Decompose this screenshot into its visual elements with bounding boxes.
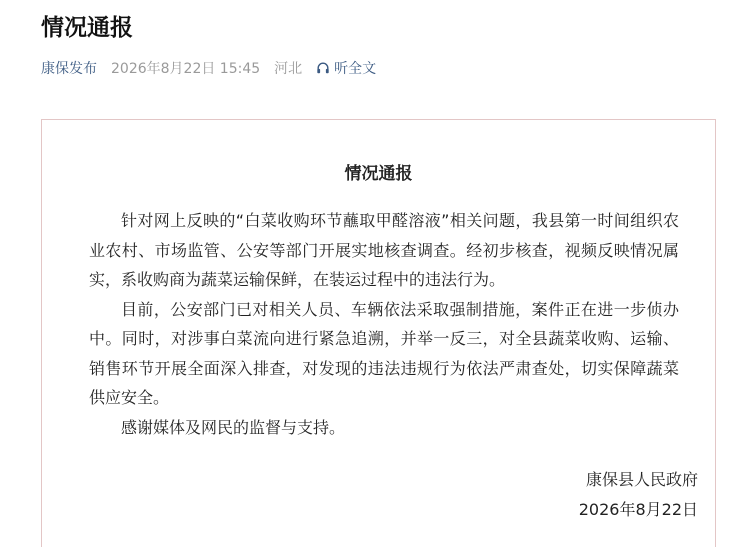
notice-body — [89, 206, 679, 442]
notice-heading: 情况通报 — [344, 164, 413, 184]
source-link[interactable]: 康保发布 — [41, 61, 97, 77]
headphones-icon — [316, 61, 330, 75]
signature-org: 康保县人民政府 — [585, 470, 698, 489]
signature-date: 2026年8月22日 — [578, 500, 698, 519]
listen-button[interactable] — [316, 58, 376, 78]
page-title: 情况通报 — [41, 15, 133, 41]
notice-paragraph: 感谢媒体及网民的监督与支持。 — [121, 417, 346, 437]
notice-signature — [579, 465, 698, 525]
publish-datetime: 2026年8月22日 15:45 — [111, 61, 261, 77]
notice-paragraph: 目前，公安部门已对相关人员、车辆依法采取强制措施，案件正在进一步侦办中。同时，对涉事白菜流向进行紧急追溯，并举一反三，对全县蔬菜收购、运输、销售环节开展全面深入排查，对发现的违法违规行为依法严肃查处，切实保障蔬菜供应安全。 — [89, 299, 679, 407]
notice-document — [41, 119, 716, 547]
listen-label: 听全文 — [334, 61, 377, 77]
location-label: 河北 — [274, 61, 303, 77]
article-meta — [41, 58, 376, 78]
notice-paragraph: 针对网上反映的“白菜收购环节蘸取甲醛溶液”相关问题，我县第一时间组织农业农村、市场监管、公安等部门开展实地核查调查。经初步核查，视频反映情况属实，系收购商为蔬菜运输保鲜，在装运过程中的违法行为。 — [89, 211, 679, 289]
